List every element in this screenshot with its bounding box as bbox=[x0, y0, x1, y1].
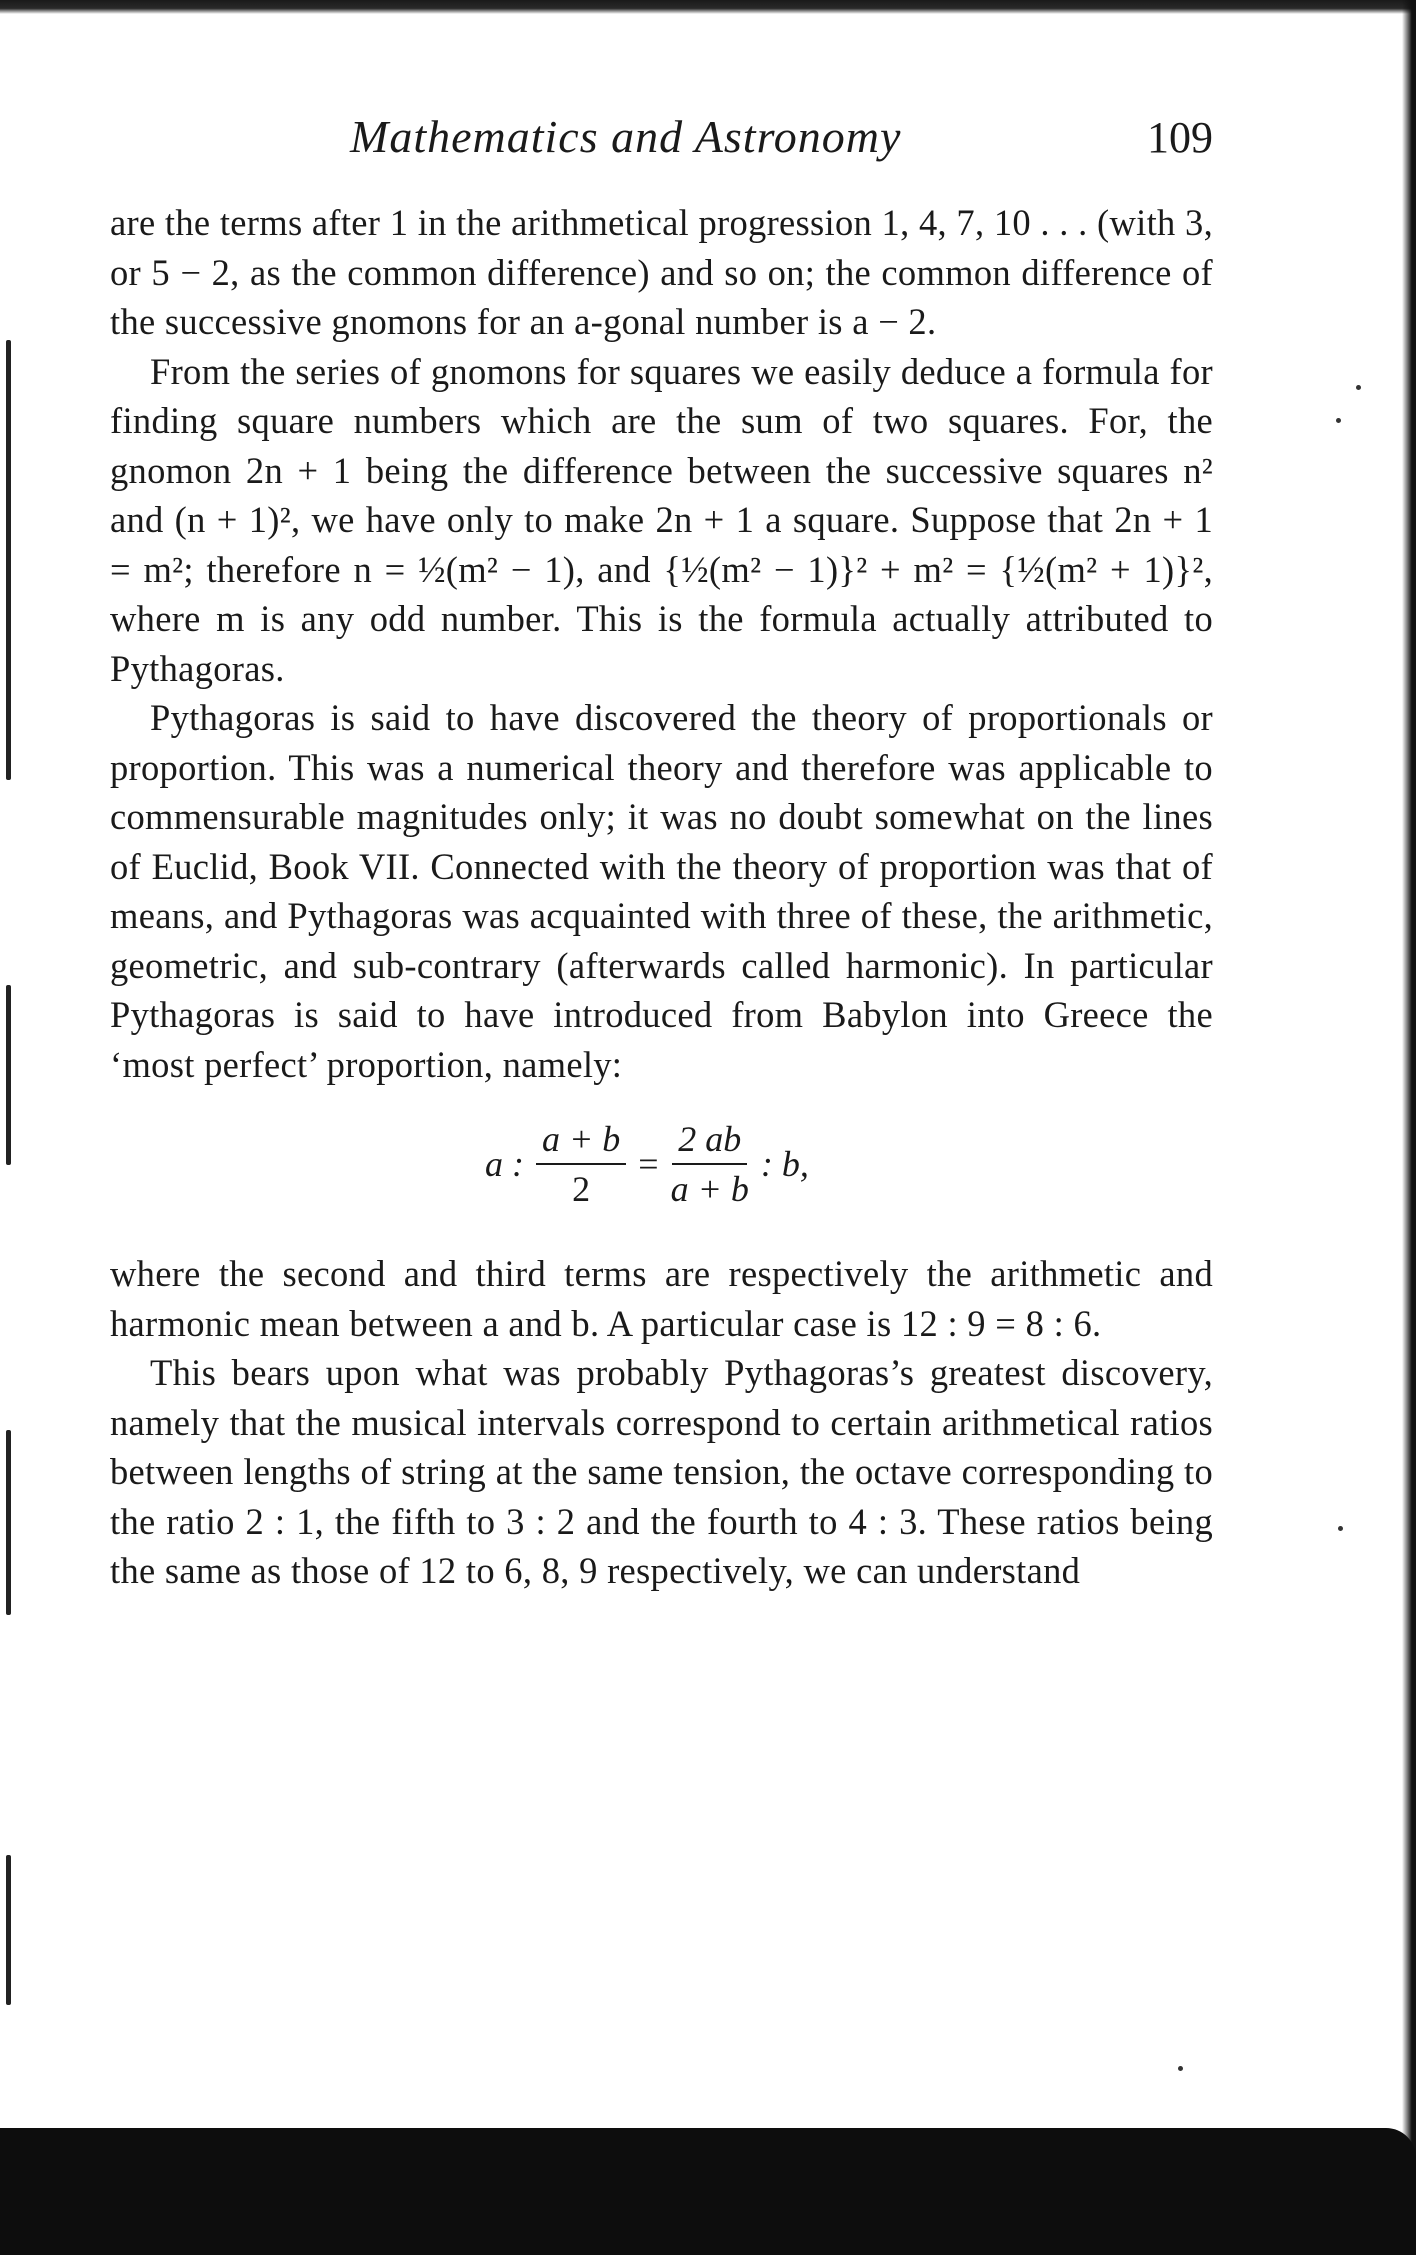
formula-term-1: a : bbox=[485, 1144, 524, 1184]
scan-top-edge bbox=[0, 0, 1416, 14]
scan-bottom-edge bbox=[0, 2128, 1416, 2255]
speck bbox=[1178, 2066, 1183, 2071]
paragraph-2: From the series of gnomons for squares we easily deduce a formula for finding square numbers which are the sum of two squares. For, the gnomon 2n + 1 being the difference between the successive squares n² and (n + 1)², we have only to make 2n + 1 a square. Suppose that 2n + 1 = m²; therefore n = ½(m² − 1), and {½(m² − 1)}² + m² = {½(m² + 1)}², where m is any odd number. This is the formula actually attributed to Pythagoras. bbox=[110, 350, 1213, 689]
page-title: Mathematics and Astronomy bbox=[350, 111, 902, 162]
margin-mark bbox=[6, 1430, 11, 1615]
speck bbox=[1356, 385, 1361, 390]
speck bbox=[1338, 1526, 1343, 1531]
margin-mark bbox=[6, 1855, 11, 2005]
fraction-numerator: 2 ab bbox=[672, 1117, 747, 1165]
paragraph-3: Pythagoras is said to have discovered the theory of proportionals or proportion. This was a numerical theory and therefore was applicable to commensurable magnitudes only; it was no doubt somewhat on the lines of Euclid, Book VII. Connected with the theory of proportion was that of means, and Pythagoras was acquainted with three of these, the arithmetic, geometric, and sub-contrary (afterwards called harmonic). In particular Pythagoras is said to have introduced from Babylon into Greece the ‘most perfect’ proportion, namely: bbox=[110, 697, 1213, 1085]
paragraph-5: This bears upon what was probably Pythagoras’s greatest discovery, namely that the musical intervals correspond to certain arithmetical ratios between lengths of string at the same tension, the octave corresponding to the ratio 2 : 1, the fifth to 3 : 2 and the fourth to 4 : 3. These ratios being the same as those of 12 to 6, 8, 9 respectively, we can understand bbox=[110, 1352, 1213, 1591]
fraction-denominator: a + b bbox=[670, 1169, 749, 1209]
running-head bbox=[110, 110, 1213, 180]
proportion-formula bbox=[110, 1095, 1213, 1245]
fraction-numerator: a + b bbox=[536, 1117, 626, 1165]
fraction-arithmetic-mean bbox=[536, 1117, 626, 1211]
margin-mark bbox=[6, 340, 11, 780]
book-page bbox=[110, 110, 1213, 1596]
fraction-denominator: 2 bbox=[572, 1169, 591, 1209]
paragraph-1: are the terms after 1 in the arithmetical progression 1, 4, 7, 10 . . . (with 3, or 5 − 2, as the common difference) and so on; the common difference of the successive gnomons for an a-gonal number is a − 2. bbox=[110, 202, 1213, 342]
formula-term-4: : b, bbox=[760, 1144, 809, 1184]
scan-right-edge bbox=[1402, 0, 1416, 2255]
speck bbox=[1336, 418, 1341, 423]
equals-sign: = bbox=[638, 1144, 659, 1184]
page-number: 109 bbox=[1147, 113, 1213, 162]
fraction-harmonic-mean bbox=[671, 1117, 749, 1211]
margin-mark bbox=[6, 985, 11, 1165]
paragraph-4: where the second and third terms are respectively the arithmetic and harmonic mean between a and b. A particular case is 12 : 9 = 8 : 6. bbox=[110, 1253, 1213, 1344]
